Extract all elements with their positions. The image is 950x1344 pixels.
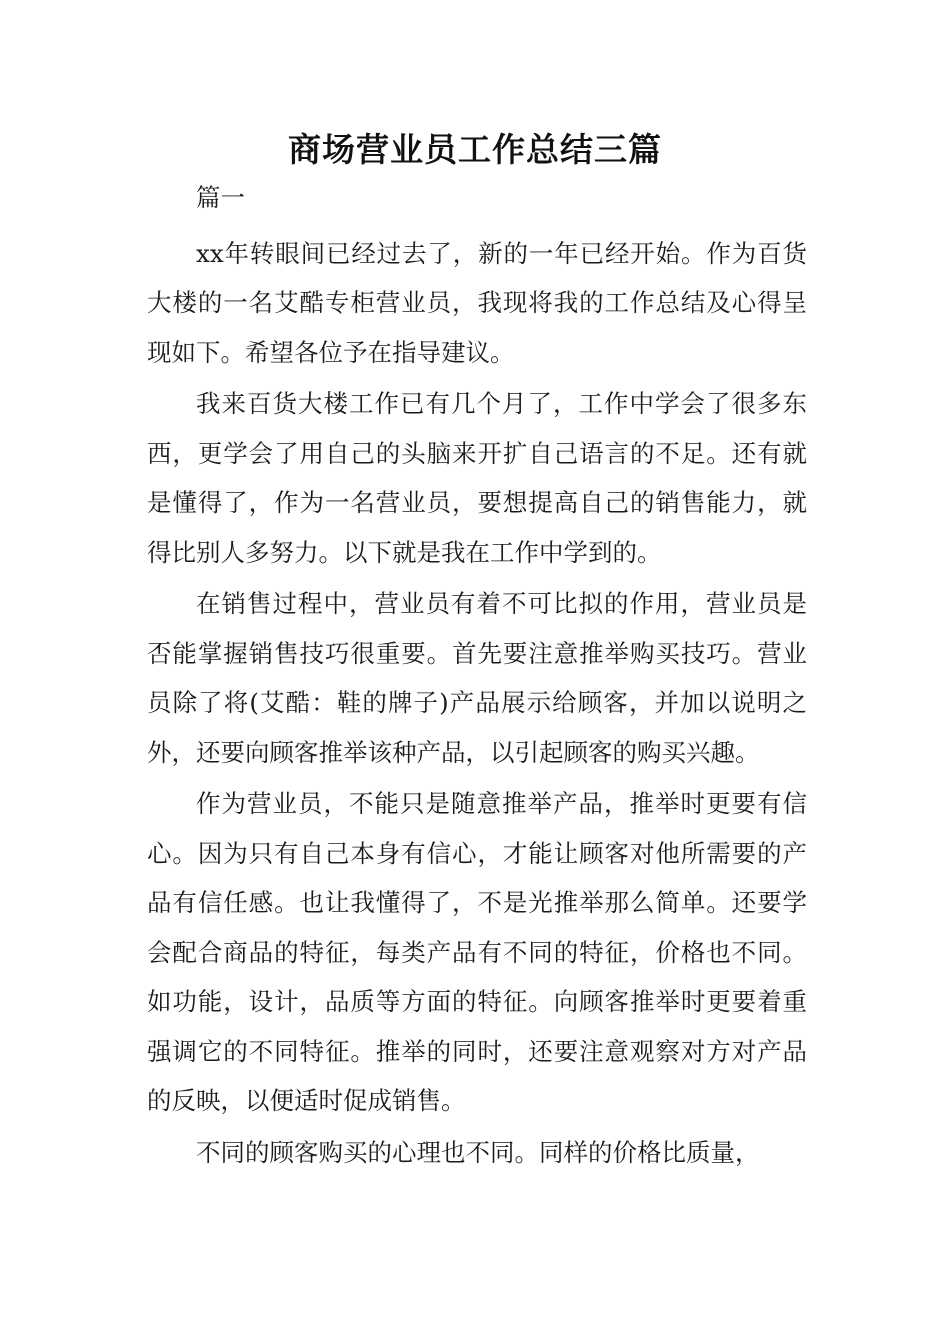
- paragraph: 我来百货大楼工作已有几个月了，工作中学会了很多东西，更学会了用自己的头脑来开扩自己语言的不足。还有就是懂得了，作为一名营业员，要想提高自己的销售能力，就得比别人多努力。以下就是我在工作中学到的。: [147, 389, 807, 567]
- paragraph: xx年转眼间已经过去了，新的一年已经开始。作为百货大楼的一名艾酷专柜营业员，我现将我的工作总结及心得呈现如下。希望各位予在指导建议。: [147, 238, 807, 367]
- document-body: [147, 173, 807, 1177]
- paragraph: 在销售过程中，营业员有着不可比拟的作用，营业员是否能掌握销售技巧很重要。首先要注意推举购买技巧。营业员除了将(艾酷：鞋的牌子)产品展示给顾客，并加以说明之外，还要向顾客推举该种产品，以引起顾客的购买兴趣。: [147, 589, 807, 767]
- paragraph: 不同的顾客购买的心理也不同。同样的价格比质量，: [196, 1137, 760, 1167]
- document-title: 商场营业员工作总结三篇: [288, 130, 662, 169]
- paragraph: 作为营业员，不能只是随意推举产品，推举时更要有信心。因为只有自己本身有信心，才能让顾客对他所需要的产品有信任感。也让我懂得了，不是光推举那么简单。还要学会配合商品的特征，每类产品有不同的特征，价格也不同。如功能，设计，品质等方面的特征。向顾客推举时更要着重强调它的不同特征。推举的同时，还要注意观察对方对产品的反映，以便适时促成销售。: [147, 789, 807, 1115]
- section-label: 篇一: [196, 183, 245, 212]
